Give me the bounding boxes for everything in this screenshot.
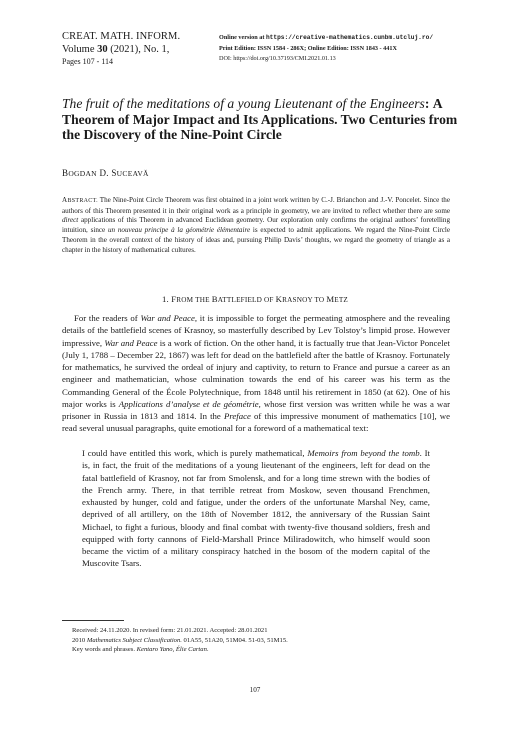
block-quote: I could have entitled this work, which is purely mathematical, Memoirs from beyond the tomb. It is, in fact, the fruit of the meditations of a young lieutenant of the engineers, left for dead on the fatal battlefield of Krasnoy, not far from Smolensk, and for a long time strewn with the bodies of the French army. There, in that terrible retreat from Moskow, seven thousand Frenchmen, exhausted by hunger, cold and fatigue, under the orders of the unfortunate Marshal Ney, came, deprived of all artillery, on the 18th of November 1812, the anniversary of the Russian Saint Michael, to fight a furious, bloody and final combat with twenty-five thousand soldiers, fresh and equipped with forty cannons of Field-Marshall Prince Miliradowitch, who himself would soon became the victim of a military conspiracy hatched in the bosom of the modern capital of the Muscovite Tsars. xyxy=(82,448,430,569)
abstract-label: ABSTRACT. xyxy=(62,196,98,204)
received-dates: Received: 24.11.2020. In revised form: 21.01.2021. Accepted: 28.01.2021 xyxy=(72,627,268,634)
section-heading: 1. FROM THE BATTLEFIELD OF KRASNOY TO METZ xyxy=(161,294,349,304)
issn-line: Print Edition: ISSN 1584 - 286X; Online Edition: ISSN 1843 - 441X xyxy=(219,44,397,52)
paper-title: The fruit of the meditations of a young Lieutenant of the Engineers: A Theorem of Major Impact and Its Applications. Two Centuries from the Discovery of the Nine-Point Circle xyxy=(62,96,458,142)
page-range: Pages 107 - 114 xyxy=(62,57,114,66)
online-version: Online version at https://creative-mathematics.cunbm.utcluj.ro/ xyxy=(219,34,434,41)
journal-url[interactable]: https://creative-mathematics.cunbm.utcluj.ro/ xyxy=(265,34,434,41)
msc-classification: 2010 Mathematics Subject Classification. 01A55, 51A20, 51M04. 51-03, 51M15. xyxy=(72,636,288,644)
journal-header-right xyxy=(219,33,489,65)
doi-line[interactable]: DOI: https://doi.org/10.37193/CMI.2021.01.13 xyxy=(219,55,336,62)
journal-name: CREAT. MATH. INFORM. xyxy=(62,31,181,42)
page-number: 107 xyxy=(249,686,261,694)
paragraph: For the readers of War and Peace, it is impossible to forget the permeating atmosphere and the revealing details of the battlefield scenes of Krasnoy, so masterfully described by Lev Tolstoy’s limpid prose. However impressive, War and Peace is a work of fiction. On the other hand, it is factually true that Jean-Victor Poncelet (July 1, 1788 – December 22, 1867) was left for dead on the battlefield after the battle of Krasnoy. Fortunately for mathematics, he survived the ordeal of injury and captivity, to return to France and pursue a career as an engineer and mathematician, whose culmination towards the end of his career was his term as the Commanding General of the École Polytechnique, from 1848 until his retirement in 1850 (at 62). One of his major works is Applications d’analyse et de géométrie, whose first version was written while he was a war prisoner in Russia in 1813 and 1814. In the Preface of this impressive monument of mathematics [10], we read several unusual paragraphs, quite emotional for a foreword of a mathematical text: xyxy=(62,313,451,434)
abstract: ABSTRACT. The Nine-Point Circle Theorem was first obtained in a joint work written by C.-J. Brianchon and J.-V. Poncelet. Since the authors of this Theorem presented it in their original work as a principle in geometry, we are invited to reflect whether there are some direct applications of this Theorem in advanced Euclidean geometry. Our exploration only confirms the original authors’ foretelling intuition, since un nouveau principe à la géométrie élémentaire is expected to admit applications. We regard the Nine-Point Circle Theorem in the overall context of the history of ideas and, pursuing Philip Davis’ thoughts, we regard the geometry of triangle as a chapter in the history of mathematical cultures. xyxy=(62,196,450,254)
footnote-rule xyxy=(62,620,124,621)
volume-info: Volume 30 (2021), No. 1, xyxy=(62,44,170,55)
journal-header-left xyxy=(62,30,212,68)
footnotes xyxy=(72,626,452,655)
author-name: BOGDAN D. SUCEAVĂ xyxy=(62,168,149,178)
keywords: Key words and phrases. Kentaro Yano, Élie Cartan. xyxy=(72,646,209,653)
body-text xyxy=(62,312,450,435)
